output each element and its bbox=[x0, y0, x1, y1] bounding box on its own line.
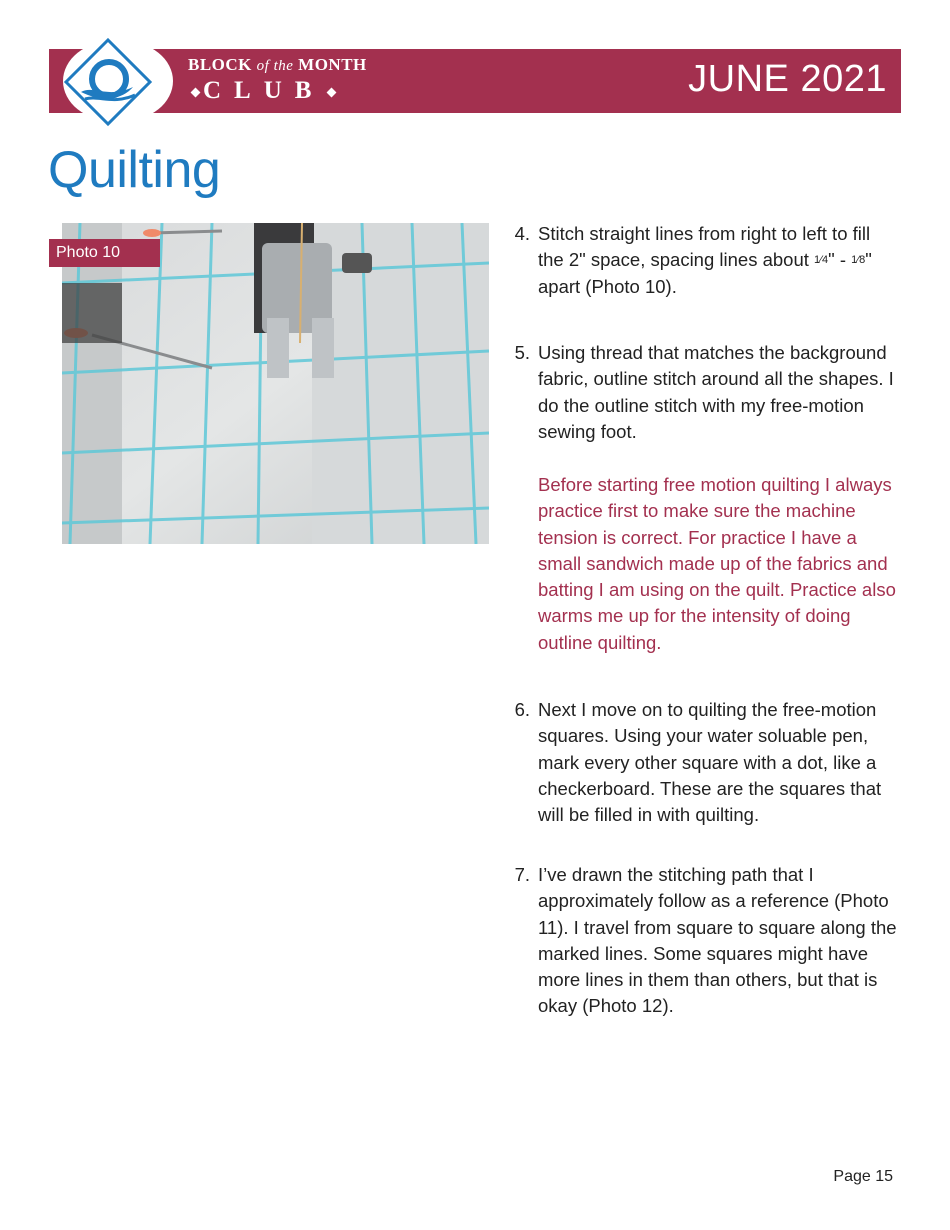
step-number: 5. bbox=[514, 342, 530, 363]
practice-note: Before starting free motion quilting I always practice first to make sure the machine tension is correct. For practice I have a small sandwich made up of the fabrics and batting I am using on the quilt. Practice also warms me up for the intensity of doing outline quilting. bbox=[538, 474, 896, 653]
step-6 bbox=[514, 697, 898, 828]
issue-month: JUNE 2021 bbox=[688, 58, 887, 100]
diamond-icon bbox=[191, 87, 201, 97]
page-title: Quilting bbox=[48, 141, 221, 199]
page-number: Page 15 bbox=[833, 1168, 893, 1185]
step-number: 7. bbox=[514, 864, 530, 885]
step-text: Using thread that matches the background fabric, outline stitch around all the shapes. I do the outline stitch with my free-motion sewing foot. bbox=[538, 342, 894, 442]
step-4: 4. Stitch straight lines from right to left to fill the 2" space, spacing lines about $^{1⁄4}$" - $^{1⁄8}$" apart (Photo 10). bbox=[538, 221, 898, 300]
step-text: Next I move on to quilting the free-motion squares. Using your water soluable pen, mark every other square with a dot, like a checkerboard. These are the squares that will be filled in with quilting. bbox=[538, 699, 882, 826]
step-7 bbox=[514, 862, 898, 1020]
step-number: 6. bbox=[514, 699, 530, 720]
photo-10 bbox=[62, 223, 489, 544]
photo-label: Photo 10 bbox=[49, 239, 160, 267]
sewing-machine-photo-icon bbox=[62, 223, 489, 544]
step-text: I’ve drawn the stitching path that I approximately follow as a reference (Photo 11). I travel from square to square along the marked lines. Some squares might have more lines in them than others, but that is okay (Photo 12). bbox=[538, 864, 897, 1017]
step-number: 4. bbox=[514, 223, 530, 244]
step-5 bbox=[514, 340, 898, 445]
brand-name: BLOCK of the MONTH CLUB bbox=[188, 55, 367, 104]
diamond-icon bbox=[327, 87, 337, 97]
club-logo-icon bbox=[63, 37, 153, 127]
header-banner bbox=[49, 49, 901, 113]
